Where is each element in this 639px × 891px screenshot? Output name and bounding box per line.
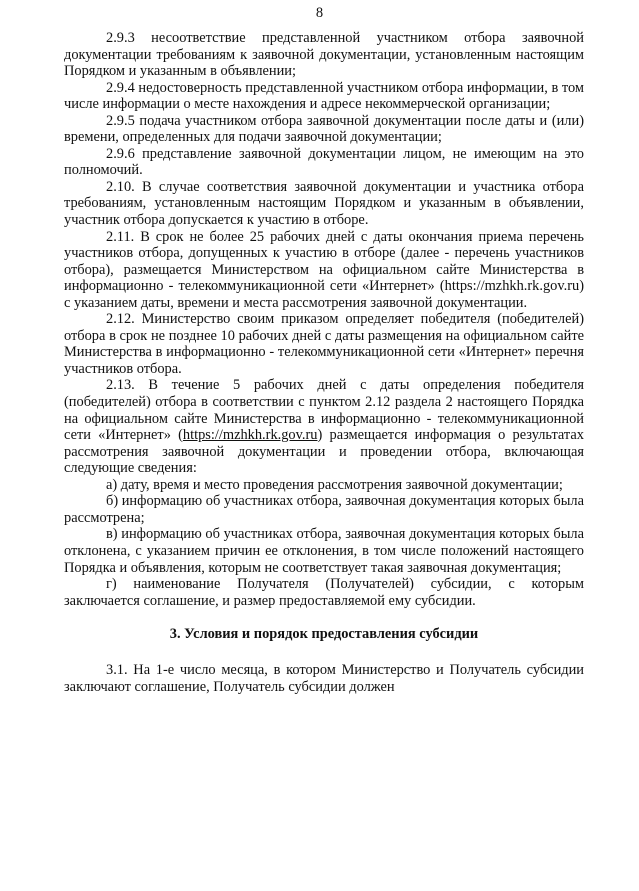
paragraph-2-9-6: 2.9.6 представление заявочной документации лицом, не имеющим на это полномочий. [64,145,584,179]
paragraph-3-1: 3.1. На 1-е число месяца, в котором Министерство и Получатель субсидии заключают соглашение, Получатель субсидии должен [64,662,584,695]
list-item-v: в) информацию об участниках отбора, заявочная документация которых была отклонена, с указанием причин ее отклонения, в том числе положений настоящего Порядка и объявления, которым не соответствует такая заявочная документация; [64,526,584,576]
paragraph-2-9-3: 2.9.3 несоответствие представленной участником отбора заявочной документации требованиям к заявочной документации, установленным настоящим Порядком и указанным в объявлении; [64,30,584,80]
section-3-heading: 3. Условия и порядок предоставления субсидии [169,626,479,643]
paragraph-2-9-4: 2.9.4 недостоверность представленной участником отбора информации, в том числе информации о месте нахождения и адресе некоммерческой организации; [64,79,584,113]
paragraph-2-13-text-start: 2.13. В течение 5 рабочих дней с даты определения победителя (победителей) отбора в соответствии с пунктом 2.12 раздела 2 настоящего Порядка на официальном сайте Министерства в информационно - телекоммуникационной сети «Интернет» ( [64,377,584,444]
paragraph-2-11: 2.11. В срок не более 25 рабочих дней с даты окончания приема перечень участников отбора, допущенных к участию в отборе (далее - перечень участников отбора), размещается Министерством на официальном сайте Министерства в информационно - телекоммуникационной сети «Интернет» (https://mzhkh.rk.gov.ru) с указанием даты, времени и места рассмотрения заявочной документации. [64,228,584,311]
paragraph-2-13-text-end: ) размещается информация о результатах рассмотрения заявочной документации и проведении отбора, включающая следующие сведения: [64,427,584,477]
paragraph-2-9-5: 2.9.5 подача участником отбора заявочной документации после даты и (или) времени, определенных для подачи заявочной документации; [64,112,584,146]
paragraph-2-13 [64,377,584,476]
paragraph-2-12: 2.12. Министерство своим приказом определяет победителя (победителей) отбора в срок не позднее 10 рабочих дней с даты размещения на официальном сайте Министерства в информационно - телекоммуникационной сети «Интернет» перечня участников отбора. [64,311,584,377]
list-item-b: б) информацию об участниках отбора, заявочная документация которых была рассмотрена; [64,493,584,526]
document-body [64,30,584,695]
ministry-website-link[interactable]: https://mzhkh.rk.gov.ru [182,427,318,444]
list-item-g: г) наименование Получателя (Получателей) субсидии, с которым заключается соглашение, и размер предоставляемой ему субсидии. [64,576,584,609]
list-item-a: а) дату, время и место проведения рассмотрения заявочной документации; [106,476,563,493]
page-number: 8 [315,5,324,21]
paragraph-2-10: 2.10. В случае соответствия заявочной документации и участника отбора требованиям, установленным настоящим Порядком и указанным в объявлении, участник отбора допускается к участию в отборе. [64,178,584,229]
